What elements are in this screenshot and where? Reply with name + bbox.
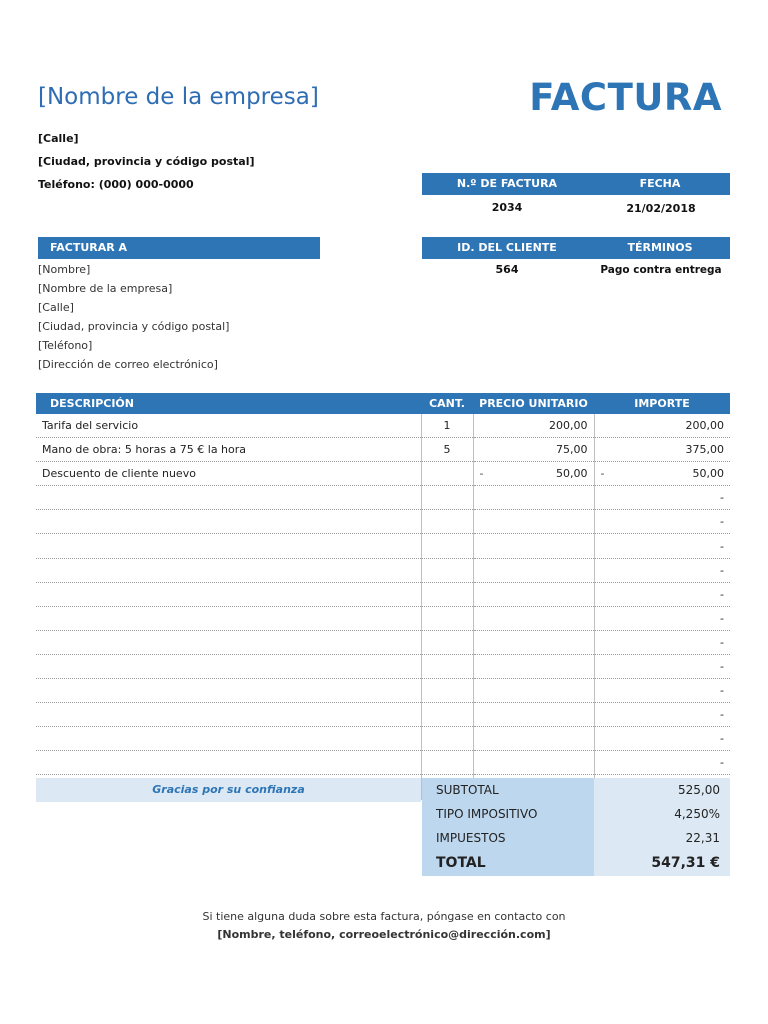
- item-unit-price-text: 75,00: [556, 443, 588, 457]
- item-amount-text: -: [720, 635, 724, 649]
- company-city: [Ciudad, provincia y código postal]: [38, 155, 255, 168]
- table-row: [36, 679, 730, 703]
- item-amount-text: -: [720, 684, 724, 698]
- table-row: [36, 414, 730, 438]
- company-phone: Teléfono: (000) 000-0000: [38, 178, 194, 191]
- item-description: [36, 462, 421, 486]
- tax-label: IMPUESTOS: [422, 826, 594, 850]
- item-quantity: [421, 438, 473, 462]
- table-row: [36, 558, 730, 582]
- item-unit-price: [473, 558, 594, 582]
- bill-to-city: [Ciudad, provincia y código postal]: [38, 320, 230, 333]
- item-description: [36, 727, 421, 751]
- item-amount: [594, 679, 730, 703]
- item-amount-text: 50,00: [692, 467, 724, 481]
- table-row: [36, 654, 730, 678]
- col-description: DESCRIPCIÓN: [36, 393, 421, 414]
- total-label: TOTAL: [422, 850, 594, 876]
- item-unit-price: [473, 679, 594, 703]
- item-description: [36, 751, 421, 775]
- bill-to-header: [38, 237, 320, 259]
- item-quantity: [421, 582, 473, 606]
- item-unit-price: [473, 727, 594, 751]
- item-unit-price: [473, 414, 594, 438]
- total-row: [36, 850, 730, 874]
- item-quantity: [421, 727, 473, 751]
- item-unit-price: [473, 751, 594, 775]
- invoice-number: 2034: [491, 201, 523, 214]
- item-amount: [594, 630, 730, 654]
- item-amount: [594, 438, 730, 462]
- tax-rate-row: [36, 802, 730, 826]
- bill-to-name: [Nombre]: [38, 263, 91, 276]
- item-quantity: [421, 751, 473, 775]
- item-description: [36, 582, 421, 606]
- item-description: [36, 486, 421, 510]
- item-amount-text: 200,00: [685, 419, 724, 433]
- table-row: [36, 606, 730, 630]
- table-row: [36, 534, 730, 558]
- item-description-text: Tarifa del servicio: [42, 419, 139, 433]
- item-quantity: [421, 462, 473, 486]
- item-unit-price-text: 50,00: [556, 467, 588, 481]
- table-row: [36, 462, 730, 486]
- bill-to-company: [Nombre de la empresa]: [38, 282, 173, 295]
- invoice-date-label: FECHA: [639, 177, 681, 190]
- item-description: [36, 654, 421, 678]
- terms-label: TÉRMINOS: [627, 241, 693, 254]
- table-row: [36, 630, 730, 654]
- bill-to-street: [Calle]: [38, 301, 74, 314]
- footer-contact-text: Si tiene alguna duda sobre esta factura, póngase en contacto con: [202, 910, 566, 923]
- totals-section: [36, 778, 730, 874]
- company-name: [Nombre de la empresa]: [38, 84, 319, 110]
- table-row: [36, 582, 730, 606]
- item-description: [36, 606, 421, 630]
- bill-to-label: FACTURAR A: [50, 241, 128, 254]
- invoice-title: FACTURA: [529, 76, 722, 119]
- footer-contact-details: [Nombre, teléfono, correoelectrónico@dirección.com]: [217, 928, 551, 941]
- item-quantity: [421, 679, 473, 703]
- subtotal-label: SUBTOTAL: [422, 778, 594, 802]
- item-amount-text: -: [720, 732, 724, 746]
- item-quantity: [421, 414, 473, 438]
- client-meta-header: [422, 237, 730, 259]
- item-amount: [594, 654, 730, 678]
- item-quantity: [421, 630, 473, 654]
- item-amount: [594, 727, 730, 751]
- item-amount-text: -: [720, 756, 724, 770]
- invoice-date: 21/02/2018: [626, 202, 696, 215]
- item-description: [36, 438, 421, 462]
- item-amount: [594, 510, 730, 534]
- invoice-number-label: N.º DE FACTURA: [456, 177, 558, 190]
- item-amount-text: -: [720, 659, 724, 673]
- table-row: [36, 703, 730, 727]
- item-unit-price: [473, 582, 594, 606]
- item-description: [36, 679, 421, 703]
- item-amount-text: -: [720, 563, 724, 577]
- col-quantity: CANT.: [421, 393, 473, 414]
- invoice-meta-header: [422, 173, 730, 195]
- item-amount: [594, 414, 730, 438]
- item-quantity: [421, 486, 473, 510]
- item-unit-price: [473, 486, 594, 510]
- item-unit-price: [473, 462, 594, 486]
- item-amount-text: -: [720, 515, 724, 529]
- item-description-text: Descuento de cliente nuevo: [42, 467, 196, 481]
- item-amount: [594, 534, 730, 558]
- item-quantity: [421, 703, 473, 727]
- item-quantity-text: 5: [443, 443, 451, 457]
- item-quantity: [421, 510, 473, 534]
- item-amount-text: -: [720, 539, 724, 553]
- table-row: [36, 486, 730, 510]
- tax-rate-value: 4,250%: [594, 802, 730, 826]
- item-amount: [594, 486, 730, 510]
- item-amount: [594, 703, 730, 727]
- item-amount: [594, 582, 730, 606]
- item-description: [36, 534, 421, 558]
- item-unit-price: [473, 534, 594, 558]
- item-unit-price: [473, 606, 594, 630]
- col-unit-price: PRECIO UNITARIO: [473, 393, 594, 414]
- item-quantity: [421, 558, 473, 582]
- item-amount-text: -: [720, 708, 724, 722]
- terms-value: Pago contra entrega: [600, 264, 722, 276]
- subtotal-row: [36, 778, 730, 802]
- table-row: [36, 751, 730, 775]
- item-amount: [594, 606, 730, 630]
- items-table: [36, 393, 730, 800]
- item-description: [36, 414, 421, 438]
- item-quantity: [421, 654, 473, 678]
- company-street: [Calle]: [38, 132, 79, 145]
- item-quantity: [421, 534, 473, 558]
- item-amount-text: -: [720, 491, 724, 505]
- tax-value: 22,31: [594, 826, 730, 850]
- tax-rate-label: TIPO IMPOSITIVO: [422, 802, 594, 826]
- minus-sign: -: [479, 467, 484, 481]
- thanks-message: Gracias por su confianza: [36, 778, 421, 802]
- item-amount-text: 375,00: [685, 443, 724, 457]
- item-unit-price-text: 200,00: [549, 419, 588, 433]
- item-unit-price: [473, 510, 594, 534]
- subtotal-value: 525,00: [594, 778, 730, 802]
- item-amount-text: -: [720, 611, 724, 625]
- item-amount: [594, 558, 730, 582]
- items-header-row: [36, 393, 730, 414]
- col-amount: IMPORTE: [594, 393, 730, 414]
- item-unit-price: [473, 703, 594, 727]
- item-quantity-text: 1: [443, 419, 451, 433]
- minus-sign: -: [600, 467, 605, 481]
- item-description: [36, 510, 421, 534]
- item-description: [36, 630, 421, 654]
- item-amount: [594, 751, 730, 775]
- table-row: [36, 438, 730, 462]
- client-id: 564: [495, 263, 519, 276]
- item-unit-price: [473, 654, 594, 678]
- item-description: [36, 703, 421, 727]
- tax-row: [36, 826, 730, 850]
- table-row: [36, 510, 730, 534]
- item-unit-price: [473, 630, 594, 654]
- table-row: [36, 727, 730, 751]
- bill-to-email: [Dirección de correo electrónico]: [38, 358, 218, 371]
- item-amount: [594, 462, 730, 486]
- item-quantity: [421, 606, 473, 630]
- total-value: 547,31 €: [594, 850, 730, 876]
- item-amount-text: -: [720, 587, 724, 601]
- bill-to-phone: [Teléfono]: [38, 339, 93, 352]
- item-unit-price: [473, 438, 594, 462]
- item-description-text: Mano de obra: 5 horas a 75 € la hora: [42, 443, 247, 457]
- client-id-label: ID. DEL CLIENTE: [457, 241, 557, 254]
- items-body: [36, 414, 730, 799]
- item-description: [36, 558, 421, 582]
